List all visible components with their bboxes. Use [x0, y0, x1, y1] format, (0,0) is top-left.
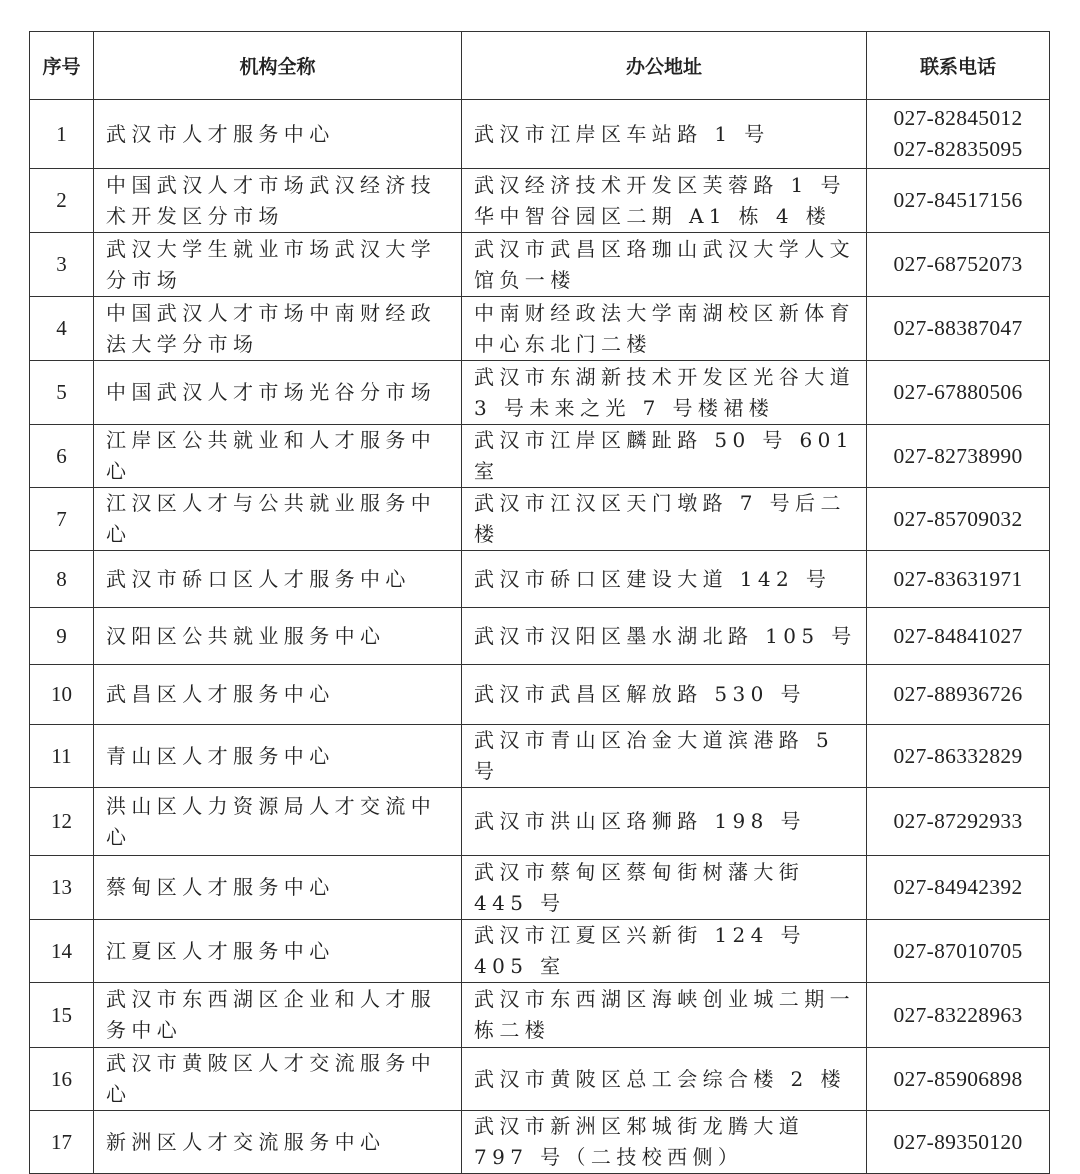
phone-number: 027-83631971	[893, 566, 1023, 591]
institution-name: 江汉区人才与公共就业服务中心	[94, 488, 462, 551]
office-address: 武汉市武昌区珞珈山武汉大学人文馆负一楼	[462, 233, 867, 297]
institution-name: 江夏区人才服务中心	[94, 920, 462, 983]
phone-cell	[867, 856, 1050, 920]
row-number: 12	[30, 788, 94, 856]
table-row	[30, 297, 1050, 361]
table-row	[30, 100, 1050, 169]
institution-name: 武汉市东西湖区企业和人才服务中心	[94, 983, 462, 1048]
phone-number: 027-82835095	[893, 137, 1023, 161]
header-name: 机构全称	[94, 32, 462, 100]
row-number: 15	[30, 983, 94, 1048]
institution-name: 武汉市硚口区人才服务中心	[94, 551, 462, 608]
institution-name: 武汉市人才服务中心	[94, 100, 462, 169]
table-row	[30, 983, 1050, 1048]
office-address: 中南财经政法大学南湖校区新体育中心东北门二楼	[462, 297, 867, 361]
institution-name: 武昌区人才服务中心	[94, 665, 462, 725]
phone-cell	[867, 665, 1050, 725]
row-number: 1	[30, 100, 94, 169]
table-row	[30, 488, 1050, 551]
table-row	[30, 1048, 1050, 1111]
row-number: 10	[30, 665, 94, 725]
row-number: 16	[30, 1048, 94, 1111]
phone-cell	[867, 488, 1050, 551]
institution-name: 武汉市黄陂区人才交流服务中心	[94, 1048, 462, 1111]
office-address: 武汉市江夏区兴新街 124 号 405 室	[462, 920, 867, 983]
office-address: 武汉市硚口区建设大道 142 号	[462, 551, 867, 608]
row-number: 7	[30, 488, 94, 551]
table-row	[30, 425, 1050, 488]
row-number: 2	[30, 169, 94, 233]
header-phone: 联系电话	[867, 32, 1050, 100]
phone-number: 027-89350120	[893, 1129, 1023, 1154]
row-number: 5	[30, 361, 94, 425]
institution-name: 江岸区公共就业和人才服务中心	[94, 425, 462, 488]
office-address: 武汉市江岸区车站路 1 号	[462, 100, 867, 169]
phone-cell	[867, 608, 1050, 665]
phone-number: 027-86332829	[893, 743, 1023, 768]
header-row	[30, 32, 1050, 100]
table-row	[30, 788, 1050, 856]
phone-number: 027-68752073	[893, 252, 1023, 276]
phone-cell	[867, 297, 1050, 361]
table-row	[30, 665, 1050, 725]
phone-number: 027-84517156	[893, 188, 1023, 212]
table-row	[30, 608, 1050, 665]
office-address: 武汉市青山区冶金大道滨港路 5 号	[462, 725, 867, 788]
phone-cell	[867, 788, 1050, 856]
office-address: 武汉经济技术开发区芙蓉路 1 号华中智谷园区二期 A1 栋 4 楼	[462, 169, 867, 233]
row-number: 4	[30, 297, 94, 361]
table-row	[30, 920, 1050, 983]
phone-number: 027-67880506	[893, 380, 1023, 404]
institution-table	[29, 31, 1050, 1174]
office-address: 武汉市江汉区天门墩路 7 号后二楼	[462, 488, 867, 551]
phone-cell	[867, 100, 1050, 169]
phone-cell	[867, 361, 1050, 425]
header-number: 序号	[30, 32, 94, 100]
row-number: 9	[30, 608, 94, 665]
phone-number: 027-87010705	[893, 938, 1023, 963]
table-row	[30, 1111, 1050, 1174]
phone-number: 027-88387047	[893, 316, 1023, 340]
row-number: 6	[30, 425, 94, 488]
phone-cell	[867, 425, 1050, 488]
office-address: 武汉市东湖新技术开发区光谷大道 3 号未来之光 7 号楼裙楼	[462, 361, 867, 425]
header-address: 办公地址	[462, 32, 867, 100]
phone-cell	[867, 551, 1050, 608]
phone-number: 027-85709032	[893, 506, 1023, 531]
row-number: 8	[30, 551, 94, 608]
institution-name: 新洲区人才交流服务中心	[94, 1111, 462, 1174]
table-body	[30, 100, 1050, 1174]
phone-cell	[867, 725, 1050, 788]
phone-cell	[867, 1111, 1050, 1174]
row-number: 11	[30, 725, 94, 788]
phone-number: 027-84942392	[893, 875, 1023, 899]
phone-cell	[867, 920, 1050, 983]
phone-number: 027-82845012	[893, 106, 1023, 130]
office-address: 武汉市江岸区麟趾路 50 号 601 室	[462, 425, 867, 488]
phone-number: 027-88936726	[893, 682, 1023, 706]
phone-number: 027-83228963	[893, 1002, 1023, 1027]
row-number: 17	[30, 1111, 94, 1174]
office-address: 武汉市蔡甸区蔡甸街树藩大街 445 号	[462, 856, 867, 920]
institution-name: 青山区人才服务中心	[94, 725, 462, 788]
table-row	[30, 725, 1050, 788]
row-number: 13	[30, 856, 94, 920]
institution-name: 蔡甸区人才服务中心	[94, 856, 462, 920]
table-row	[30, 169, 1050, 233]
office-address: 武汉市武昌区解放路 530 号	[462, 665, 867, 725]
row-number: 14	[30, 920, 94, 983]
office-address: 武汉市汉阳区墨水湖北路 105 号	[462, 608, 867, 665]
institution-name: 中国武汉人才市场武汉经济技术开发区分市场	[94, 169, 462, 233]
row-number: 3	[30, 233, 94, 297]
phone-cell	[867, 169, 1050, 233]
office-address: 武汉市洪山区珞狮路 198 号	[462, 788, 867, 856]
institution-name: 汉阳区公共就业服务中心	[94, 608, 462, 665]
phone-cell	[867, 1048, 1050, 1111]
institution-name: 中国武汉人才市场中南财经政法大学分市场	[94, 297, 462, 361]
institution-name: 洪山区人力资源局人才交流中心	[94, 788, 462, 856]
office-address: 武汉市新洲区邾城街龙腾大道 797 号（二技校西侧）	[462, 1111, 867, 1174]
table-row	[30, 856, 1050, 920]
phone-cell	[867, 233, 1050, 297]
phone-number: 027-84841027	[893, 623, 1023, 648]
office-address: 武汉市东西湖区海峡创业城二期一栋二楼	[462, 983, 867, 1048]
phone-number: 027-85906898	[893, 1066, 1023, 1091]
institution-name: 武汉大学生就业市场武汉大学分市场	[94, 233, 462, 297]
table-row	[30, 361, 1050, 425]
phone-number: 027-87292933	[893, 809, 1023, 833]
institution-name: 中国武汉人才市场光谷分市场	[94, 361, 462, 425]
phone-number: 027-82738990	[893, 443, 1023, 468]
table-row	[30, 551, 1050, 608]
phone-cell	[867, 983, 1050, 1048]
office-address: 武汉市黄陂区总工会综合楼 2 楼	[462, 1048, 867, 1111]
table-row	[30, 233, 1050, 297]
